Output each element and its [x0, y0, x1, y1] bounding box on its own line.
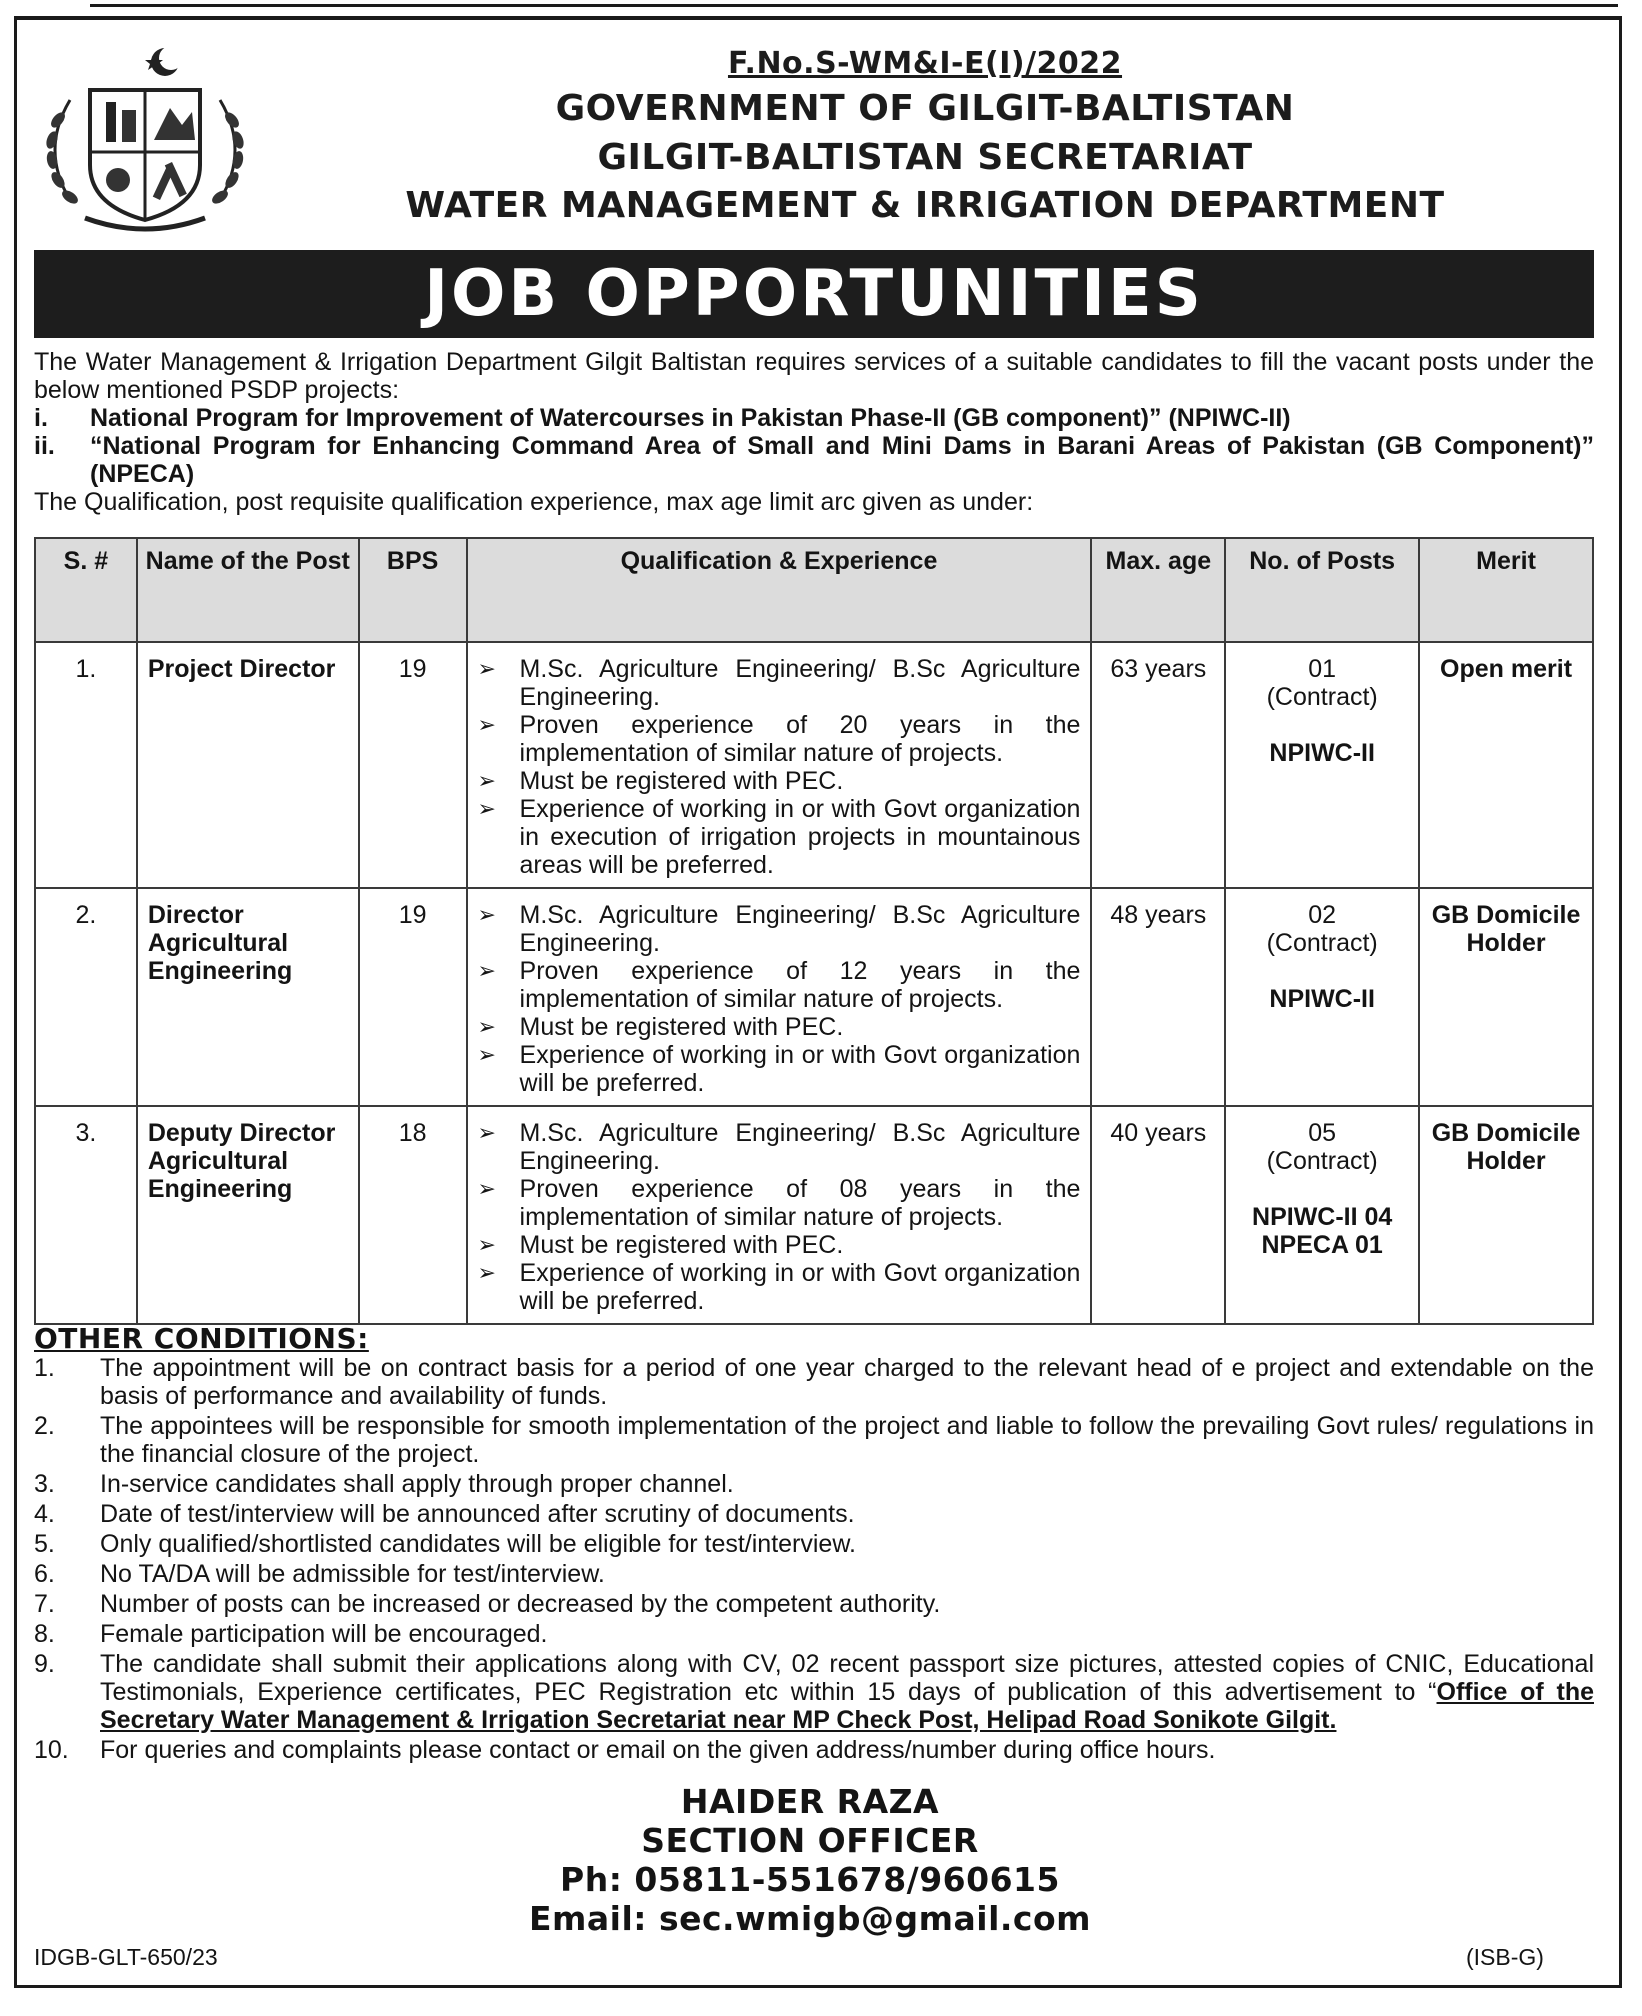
arrow-bullet-icon: ➢ [477, 1120, 496, 1145]
project-item [34, 432, 1594, 488]
bps-cell: 18 [359, 1106, 467, 1324]
posts-project: NPIWC-II [1269, 739, 1375, 767]
arrow-bullet-icon: ➢ [477, 656, 496, 681]
posts-count: 02 [1308, 901, 1337, 929]
condition-number: 4. [34, 1500, 55, 1528]
table-row [35, 1106, 1593, 1324]
file-number: F.No.S-WM&I-E(I)/2022 [727, 46, 1123, 81]
qualification-text: M.Sc. Agriculture Engineering/ B.Sc Agriculture Engineering. [519, 1119, 1081, 1175]
bps-cell: 19 [359, 642, 467, 888]
government-crest-emblem-icon [30, 40, 260, 240]
serial-cell: 3. [35, 1106, 137, 1324]
column-header-merit: Merit [1419, 538, 1593, 642]
list-item [478, 901, 1081, 957]
age-cell: 48 years [1091, 888, 1225, 1106]
post-name-cell: Deputy Director Agricultural Engineering [137, 1106, 359, 1324]
arrow-bullet-icon: ➢ [477, 712, 496, 737]
list-item [478, 1119, 1081, 1175]
list-item [478, 1013, 1081, 1041]
arrow-bullet-icon: ➢ [477, 958, 496, 983]
condition-number: 2. [34, 1412, 55, 1440]
condition-number: 6. [34, 1560, 55, 1588]
project-name: “National Program for Enhancing Command Area of Small and Mini Dams in Barani Areas of Pakistan (GB Component)” (NPECA) [90, 432, 1594, 488]
publisher-code: (ISB-G) [1466, 1944, 1544, 1970]
condition-text: No TA/DA will be admissible for test/interview. [100, 1560, 605, 1588]
intro-section [34, 348, 1594, 516]
arrow-bullet-icon: ➢ [477, 902, 496, 927]
table-row [35, 642, 1593, 888]
age-cell: 40 years [1091, 1106, 1225, 1324]
column-header-post: Name of the Post [137, 538, 359, 642]
arrow-bullet-icon: ➢ [477, 796, 496, 821]
arrow-bullet-icon: ➢ [477, 1014, 496, 1039]
qualification-text: M.Sc. Agriculture Engineering/ B.Sc Agriculture Engineering. [519, 901, 1081, 957]
posts-project: NPIWC-II 04 [1252, 1203, 1393, 1231]
list-item [478, 957, 1081, 1013]
qualification-cell [467, 642, 1092, 888]
list-item [478, 1231, 1081, 1259]
column-header-age: Max. age [1091, 538, 1225, 642]
column-header-bps: BPS [359, 538, 467, 642]
arrow-bullet-icon: ➢ [477, 1232, 496, 1257]
merit-cell: GB Domicile Holder [1419, 1106, 1593, 1324]
list-item [478, 767, 1081, 795]
list-item [34, 1354, 1594, 1410]
list-item [478, 1259, 1081, 1315]
qualification-list [478, 901, 1081, 1097]
list-item [34, 1620, 1594, 1648]
list-item [34, 1470, 1594, 1498]
arrow-bullet-icon: ➢ [477, 1042, 496, 1067]
list-item [478, 1175, 1081, 1231]
qualification-text: Proven experience of 12 years in the implementation of similar nature of projects. [519, 957, 1081, 1013]
list-item [34, 1412, 1594, 1468]
age-cell: 63 years [1091, 642, 1225, 888]
merit-cell: GB Domicile Holder [1419, 888, 1593, 1106]
signatory-name: HAIDER RAZA [680, 1782, 940, 1821]
qualification-text: Experience of working in or with Govt organization will be preferred. [519, 1259, 1081, 1315]
condition-text: The appointees will be responsible for smooth implementation of the project and liable to follow the prevailing Govt rules/ regulations in the financial closure of the project. [100, 1412, 1594, 1468]
arrow-bullet-icon: ➢ [477, 1260, 496, 1285]
column-header-serial: S. # [35, 538, 137, 642]
serial-cell: 2. [35, 888, 137, 1106]
condition-number: 1. [34, 1354, 55, 1382]
signatory-designation: SECTION OFFICER [641, 1821, 979, 1860]
arrow-bullet-icon: ➢ [477, 768, 496, 793]
list-item [34, 1530, 1594, 1558]
table-row [35, 888, 1593, 1106]
posts-type: (Contract) [1266, 1147, 1378, 1175]
posts-count: 05 [1308, 1119, 1337, 1147]
condition-number: 3. [34, 1470, 55, 1498]
condition-number: 7. [34, 1590, 55, 1618]
qualification-text: Must be registered with PEC. [519, 1013, 844, 1041]
job-opportunities-banner: JOB OPPORTUNITIES [34, 250, 1594, 338]
condition-number: 10. [34, 1736, 69, 1764]
post-name-cell: Project Director [137, 642, 359, 888]
posts-cell [1225, 888, 1419, 1106]
list-item [34, 1736, 1594, 1764]
posts-type: (Contract) [1266, 683, 1378, 711]
project-number: i. [34, 404, 48, 432]
advert-reference: IDGB-GLT-650/23 [34, 1944, 218, 1970]
condition-number: 8. [34, 1620, 55, 1648]
posts-cell [1225, 642, 1419, 888]
other-conditions-title: OTHER CONDITIONS: [34, 1322, 369, 1355]
condition-number: 9. [34, 1650, 55, 1678]
arrow-bullet-icon: ➢ [477, 1176, 496, 1201]
qualification-text: Experience of working in or with Govt organization in execution of irrigation projects in mountainous areas will be preferred. [519, 795, 1081, 879]
list-item [478, 711, 1081, 767]
column-header-qualification: Qualification & Experience [467, 538, 1092, 642]
list-item [478, 1041, 1081, 1097]
project-number: ii. [34, 432, 55, 460]
condition-text: For queries and complaints please contact or email on the given address/number during office hours. [100, 1736, 1216, 1764]
government-title: GOVERNMENT OF GILGIT-BALTISTAN [555, 88, 1295, 129]
contact-email: Email: sec.wmigb@gmail.com [528, 1899, 1092, 1938]
qualification-text: Proven experience of 20 years in the implementation of similar nature of projects. [519, 711, 1081, 767]
condition-text: Only qualified/shortlisted candidates will be eligible for test/interview. [100, 1530, 856, 1558]
condition-number: 5. [34, 1530, 55, 1558]
intro-closing: The Qualification, post requisite qualification experience, max age limit arc given as under: [34, 488, 1034, 516]
qualification-text: Must be registered with PEC. [519, 767, 844, 795]
condition-body: The candidate shall submit their applications along with CV, 02 recent passport size pictures, attested copies of CNIC, Educational Testimonials, Experience certificates, PEC Registration etc within 15 days of publication of this advertisement to “ [100, 1650, 1594, 1706]
posts-project: NPECA 01 [1261, 1231, 1383, 1259]
posts-project: NPIWC-II [1269, 985, 1375, 1013]
column-header-posts: No. of Posts [1225, 538, 1419, 642]
conditions-list [34, 1354, 1594, 1766]
project-item [34, 404, 1594, 432]
qualification-text: Experience of working in or with Govt organization will be preferred. [519, 1041, 1081, 1097]
condition-text: Number of posts can be increased or decreased by the competent authority. [100, 1590, 941, 1618]
list-item [34, 1560, 1594, 1588]
secretariat-title: GILGIT-BALTISTAN SECRETARIAT [597, 137, 1253, 178]
contact-phone: Ph: 05811-551678/960615 [560, 1860, 1060, 1899]
merit-cell: Open merit [1419, 642, 1593, 888]
list-item [478, 655, 1081, 711]
list-item [34, 1650, 1594, 1734]
jobs-table [34, 537, 1594, 1325]
bps-cell: 19 [359, 888, 467, 1106]
posts-type: (Contract) [1266, 929, 1378, 957]
condition-text [100, 1650, 1594, 1734]
condition-text: The appointment will be on contract basis for a period of one year charged to the relevant head of e project and extendable on the basis of performance and availability of funds. [100, 1354, 1594, 1410]
post-name-cell: Director Agricultural Engineering [137, 888, 359, 1106]
condition-text: Female participation will be encouraged. [100, 1620, 548, 1648]
condition-text: In-service candidates shall apply through proper channel. [100, 1470, 734, 1498]
top-rule [90, 4, 1618, 7]
qualification-list [478, 655, 1081, 879]
qualification-cell [467, 1106, 1092, 1324]
condition-text: Date of test/interview will be announced after scrutiny of documents. [100, 1500, 855, 1528]
list-item [478, 795, 1081, 879]
list-item [34, 1590, 1594, 1618]
qualification-cell [467, 888, 1092, 1106]
qualification-text: Proven experience of 08 years in the implementation of similar nature of projects. [519, 1175, 1081, 1231]
intro-text: The Water Management & Irrigation Department Gilgit Baltistan requires services of a suitable candidates to fill the vacant posts under the below mentioned PSDP projects: [34, 348, 1594, 404]
serial-cell: 1. [35, 642, 137, 888]
table-header-row [35, 538, 1593, 642]
list-item [34, 1500, 1594, 1528]
qualification-text: Must be registered with PEC. [519, 1231, 844, 1259]
qualification-text: M.Sc. Agriculture Engineering/ B.Sc Agriculture Engineering. [519, 655, 1081, 711]
department-title: WATER MANAGEMENT & IRRIGATION DEPARTMENT [405, 185, 1445, 226]
posts-count: 01 [1308, 655, 1337, 683]
qualification-list [478, 1119, 1081, 1315]
project-name: National Program for Improvement of Watercourses in Pakistan Phase-II (GB component)” (NPIWC-II) [90, 404, 1291, 432]
posts-cell [1225, 1106, 1419, 1324]
office-address: Office of the Secretary Water Management & Irrigation Secretariat near MP Check Post, Helipad Road Sonikote Gilgit. [100, 1678, 1594, 1734]
